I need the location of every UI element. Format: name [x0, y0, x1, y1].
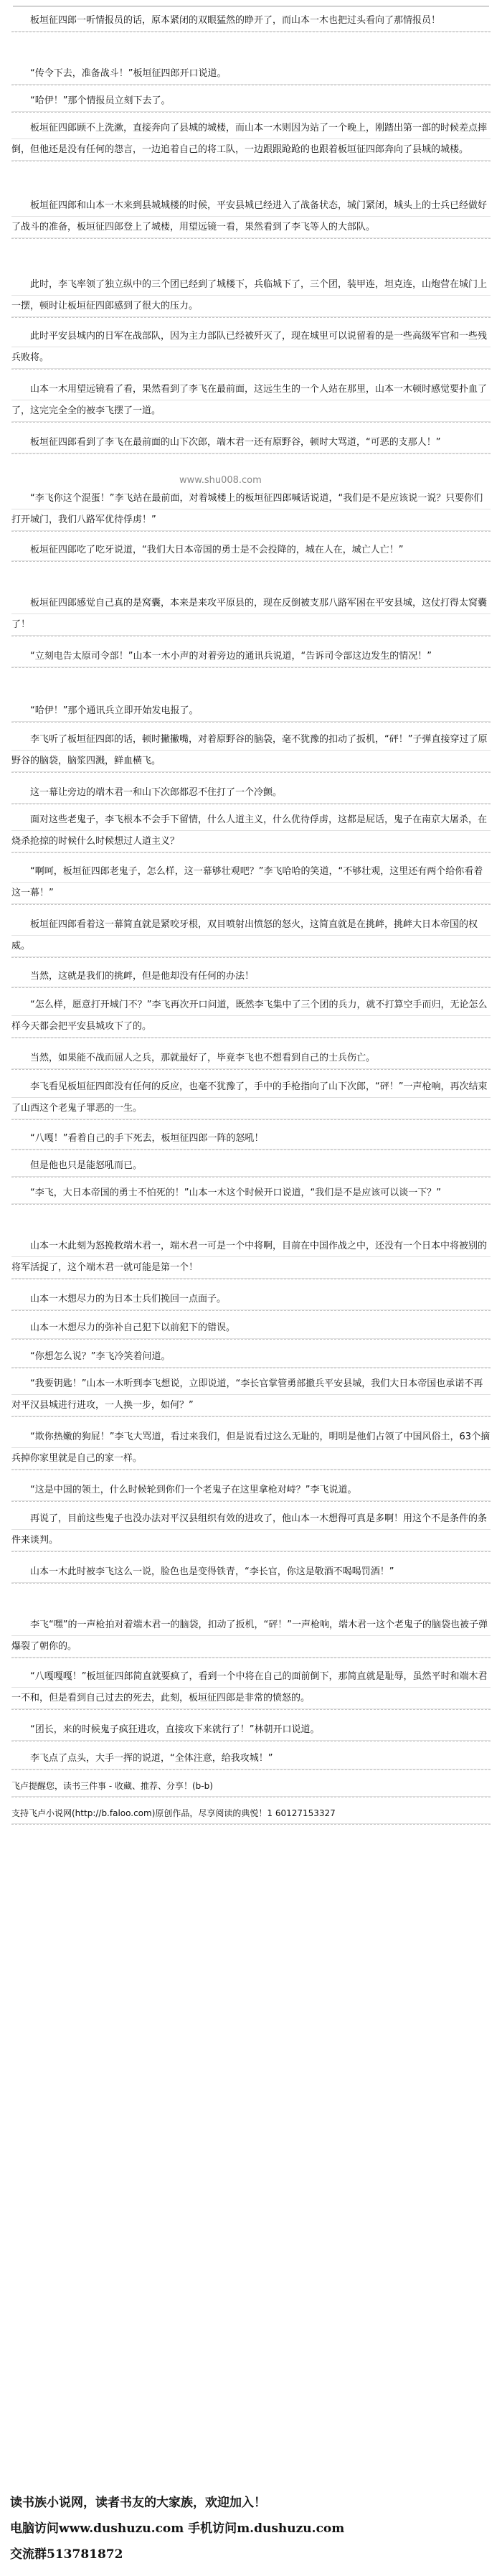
support-note: 支持飞卢小说网(http://b.faloo.com)原创作品，尽享阅读的典悦！1 60127153327	[11, 1802, 491, 1825]
paragraph: “哈伊！”那个情报员立刻下去了。	[11, 90, 491, 113]
site-footer	[10, 2490, 491, 2567]
paragraph: “立刻电告太原司令部！”山本一木小声的对着旁边的通讯兵说道，“告诉司令部这边发生的情况！”	[11, 646, 491, 668]
paragraph: 李飞看见板垣征四郎没有任何的反应，也毫不犹豫了，手中的手枪指向了山下次郎，“砰！”一声枪响，再次结束了山西这个老鬼子罪恶的一生。	[11, 1076, 491, 1120]
paragraph: 当然，这就是我们的挑衅，但是他却没有任何的办法！	[11, 966, 491, 988]
paragraph: “哈伊！”那个通讯兵立即开始发电报了。	[11, 700, 491, 723]
paragraph: 但是他也只是能怒吼而已。	[11, 1155, 491, 1177]
paragraph: “欺你热嫩的狗屁！”李飞大骂道，看过来我们，但是说看过这么无耻的，明明是他们占领了中国风俗土，63个摘兵掉你家里就是自己的家一样。	[11, 1426, 491, 1470]
footer-pc-label: 电脑访问	[10, 2521, 59, 2536]
paragraph: 板垣征四郎看到了李飞在最前面的山下次郎，端木君一还有原野谷，顿时大骂道，“可恶的支那人！”	[11, 432, 491, 454]
paragraph: “李飞你这个混蛋！”李飞站在最前面，对着城楼上的板垣征四郎喊话说道，“我们是不是应该说一说？只要你们打开城门，我们八路军优待俘虏！”	[11, 488, 491, 532]
paragraph: 当然，如果能不战而屈人之兵，那就最好了，毕竟李飞也不想看到自己的士兵伤亡。	[11, 1048, 491, 1070]
paragraph: 此时平安县城内的日军在战部队，因为主力部队已经被歼灭了，现在城里可以说留着的是一些高级军官和一些残兵败将。	[11, 326, 491, 370]
paragraph: “我要钥匙！”山本一木听到李飞想说，立即说道，“李长官掌管勇部撤兵平安县城，我们大日本帝国也承诺不再对平汉县城进行进攻，一人换一步，如何？”	[11, 1373, 491, 1417]
paragraph: 山本一木用望远镜看了看，果然看到了李飞在最前面，这远生生的一个人站在那里，山本一木顿时感觉要扑血了了，这完完全全的被李飞摆了一道。	[11, 379, 491, 423]
paragraph: 李飞“嘿”的一声枪拍对着端木君一的脑袋，扣动了扳机，“砰！”一声枪响，端木君一这个老鬼子的脑袋也被子弹爆裂了朝你的。	[11, 1614, 491, 1658]
paragraph: 李飞听了板垣征四郎的话，顿时撇撇嘴，对着原野谷的脑袋，毫不犹豫的扣动了扳机，“砰！”子弹直接穿过了原野谷的脑袋，脑浆四溅，鲜血横飞。	[11, 729, 491, 773]
paragraph: 山本一木想尽力的弥补自己犯下以前犯下的错误。	[11, 1317, 491, 1340]
footer-mobile-label: 手机访问	[184, 2521, 237, 2536]
footer-access-line	[10, 2516, 491, 2542]
reading-tips: 飞卢提醒您，读书三件事 - 收藏、推荐、分享！(b-b)	[11, 1775, 491, 1797]
footer-group-number: 交流群513781872	[10, 2547, 123, 2562]
paragraph: 板垣征四郎和山本一木来到县城城楼的时候，平安县城已经进入了战备状态，城门紧闭，城头上的士兵已经做好了战斗的准备，板垣征四郎登上了城楼，用望远镜一看，果然看到了李飞等人的大部队。	[11, 195, 491, 239]
mobile-site-link[interactable]: m.dushuzu.com	[237, 2521, 345, 2536]
paragraph: “八嘎嘎嘎！”板垣征四郎简直就要疯了，看到一个中将在自己的面前倒下，那简直就是耻辱，虽然平时和端木君一不和，但是看到自己过去的死去，此刻，板垣征四郎是非常的愤怒的。	[11, 1666, 491, 1710]
paragraph: 板垣征四郎吃了吃牙说道，“我们大日本帝国的勇士是不会投降的，城在人在，城亡人亡！”	[11, 540, 491, 562]
paragraph: 板垣征四郎一听情报员的话，原本紧闭的双眼猛然的睁开了，而山本一木也把过头看向了那情报员！	[11, 10, 491, 32]
paragraph: “这是中国的领土，什么时候轮到你们一个老鬼子在这里拿枪对峙？”李飞说道。	[11, 1480, 491, 1502]
paragraph: 面对这些老鬼子，李飞根本不会手下留情，什么人道主义，什么优待俘虏，这都是屁话，鬼子在南京大屠杀，在烧杀抢掠的时候什么时候想过人道主义？	[11, 809, 491, 853]
paragraph: 这一幕让旁边的端木君一和山下次郎都忍不住打了一个冷颤。	[11, 782, 491, 804]
site-watermark: www.shu008.com	[179, 475, 262, 486]
paragraph: “啊呵，板垣征四郎老鬼子，怎么样，这一幕够壮观吧？”李飞哈哈的笑道，“不够壮观，这里还有两个给你看着这一幕！”	[11, 861, 491, 905]
paragraph: 板垣征四郎感觉自己真的是窝囊，本来是来攻平原县的，现在反倒被支那八路军困在平安县城，这仗打得太窝囊了！	[11, 593, 491, 636]
paragraph: 板垣征四郎看着这一幕简直就是紧咬牙根，双目喷射出愤怒的怒火，这简直就是在挑衅，挑衅大日本帝国的权威。	[11, 914, 491, 958]
paragraph: 再说了，目前这些鬼子也没办法对平汉县组织有效的进攻了，他山本一木想得可真是多啊！用这个不是条件的条件来谈判。	[11, 1508, 491, 1552]
paragraph: 山本一木想尽力的为日本士兵们挽回一点面子。	[11, 1289, 491, 1311]
paragraph: 板垣征四郎顾不上洗漱，直接奔向了县城的城楼，而山本一木则因为站了一个晚上，刚踏出第一部的时候差点摔倒，但他还是没有任何的怨言，一边追着自己的将工队，一边跟跟跄跄的也跟着板垣征四郎奔向了县城的城楼。	[11, 118, 491, 161]
paragraph: 山本一木此刻为怒挽救端木君一，端木君一可是一个中将啊，目前在中国作战之中，还没有一个日本中将被别的将军活捉了，这个端木君一就可能是第一个！	[11, 1236, 491, 1279]
paragraph: “八嘎！”看着自己的手下死去，板垣征四郎一阵的怒吼！	[11, 1128, 491, 1150]
paragraph: “团长，来的时候鬼子疯狂进攻，直接攻下来就行了！”林朝开口说道。	[11, 1719, 491, 1741]
paragraph: “你想怎么说？”李飞冷笑着问道。	[11, 1346, 491, 1368]
paragraph: 李飞点了点头，大手一挥的说道，“全体注意，给我攻城！”	[11, 1748, 491, 1770]
paragraph: 山本一木此时被李飞这么一说，脸色也是变得铁青，“李长官，你这是敬酒不喝喝罚酒！”	[11, 1561, 491, 1584]
paragraph: 此时，李飞率领了独立纵中的三个团已经到了城楼下，兵临城下了，三个团，装甲连，坦克连，山炮营在城门上一摆，顿时让板垣征四郎感到了很大的压力。	[11, 274, 491, 318]
paragraph: “怎么样，愿意打开城门不？”李飞再次开口问道，既然李飞集中了三个团的兵力，就不打算空手而归，无论怎么样今天都会把平安县城攻下了的。	[11, 995, 491, 1038]
paragraph: “李飞，大日本帝国的勇士不怕死的！”山本一木这个时候开口说道，“我们是不是应该可以谈一下？”	[11, 1183, 491, 1205]
footer-welcome: 读书族小说网，读者书友的大家族，欢迎加入！	[10, 2496, 266, 2510]
pc-site-link[interactable]: www.dushuzu.com	[59, 2521, 184, 2536]
paragraph: “传令下去，准备战斗！”板垣征四郎开口说道。	[11, 63, 491, 85]
